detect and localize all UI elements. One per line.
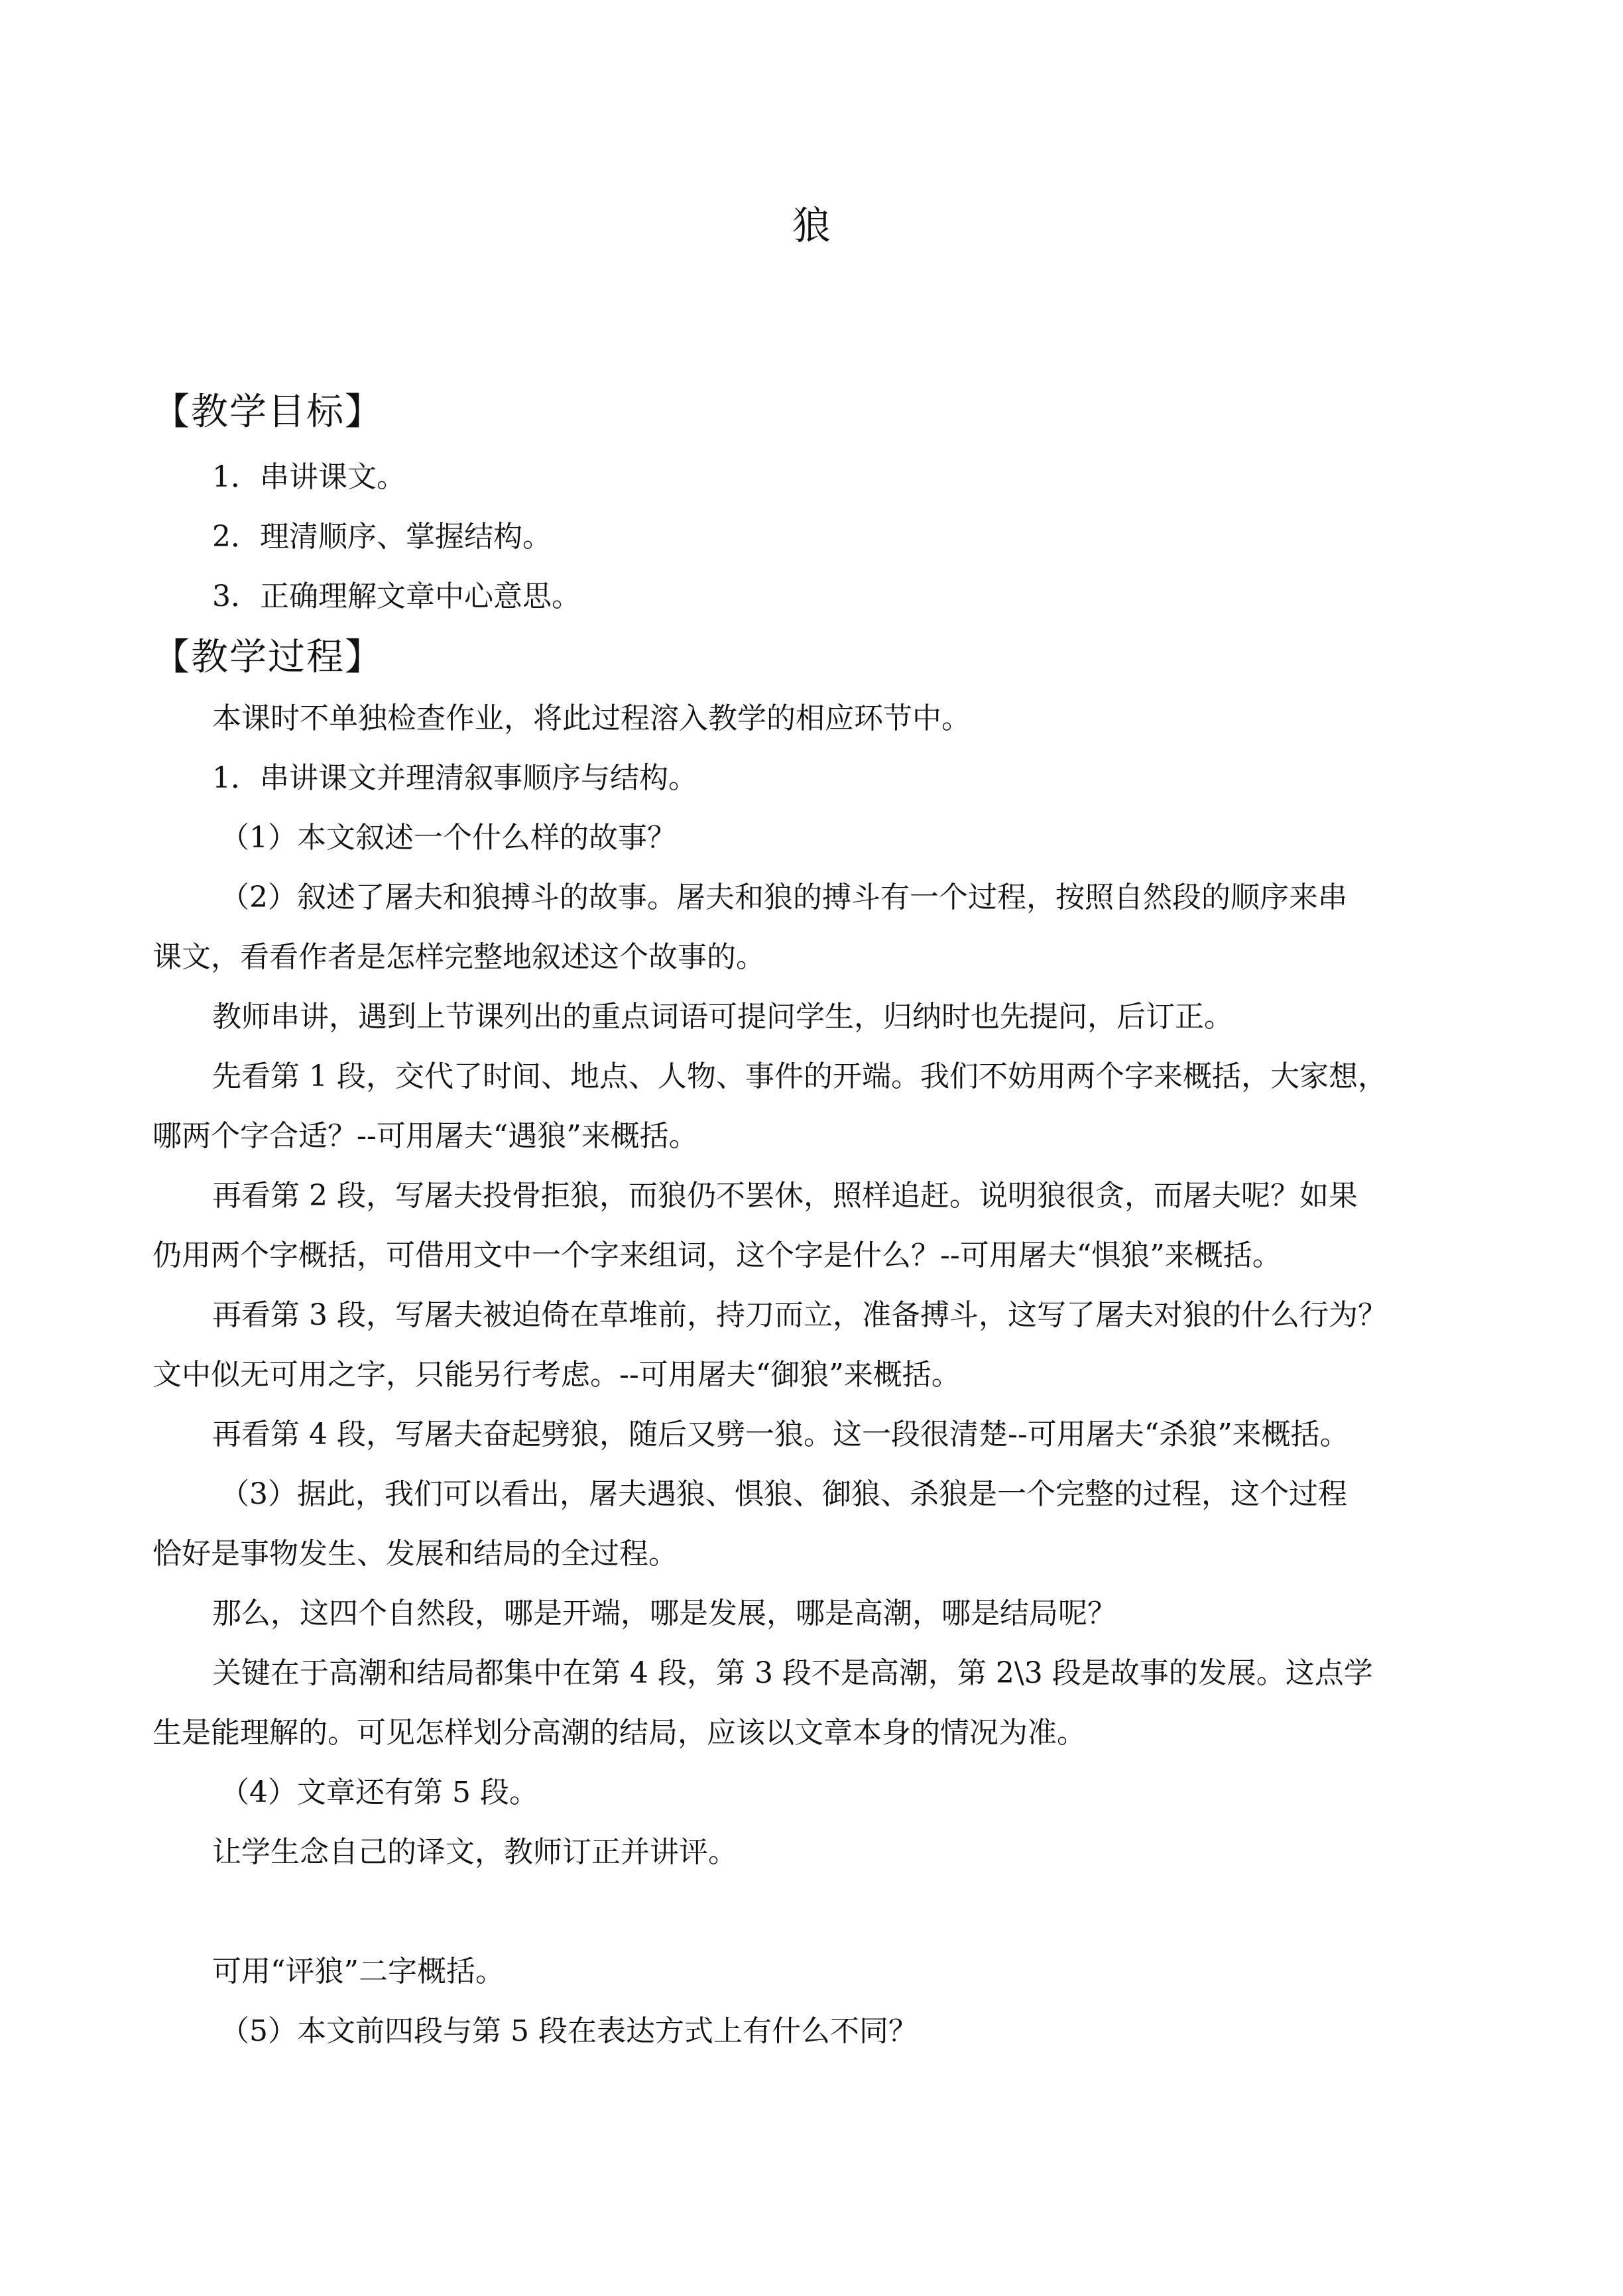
- paragraph-line: 那么，这四个自然段，哪是开端，哪是发展，哪是高潮，哪是结局呢？: [212, 1597, 1116, 1630]
- paragraph-line: 先看第 1 段，交代了时间、地点、人物、事件的开端。我们不妨用两个字来概括，大家想，: [212, 1059, 1387, 1093]
- document-title: 狼: [792, 203, 831, 248]
- section-heading-objectives: 【教学目标】: [152, 391, 383, 434]
- paragraph-line: 教师串讲，遇到上节课列出的重点词语可提问学生，归纳时也先提问，后订正。: [212, 1000, 1233, 1034]
- paragraph-line: 关键在于高潮和结局都集中在第 4 段，第 3 段不是高潮，第 2\3 段是故事的发展。这点学: [212, 1656, 1373, 1690]
- objective-item: 2．理清顺序、掌握结构。: [212, 520, 552, 554]
- paragraph-line: 仍用两个字概括，可借用文中一个字来组词，这个字是什么？--可用屠夫“惧狼”来概括。: [152, 1239, 1282, 1272]
- paragraph-line: 让学生念自己的译文，教师订正并讲评。: [212, 1835, 737, 1869]
- paragraph-line: （3）据此，我们可以看出，屠夫遇狼、惧狼、御狼、杀狼是一个完整的过程，这个过程: [220, 1477, 1347, 1511]
- paragraph-line: （1）本文叙述一个什么样的故事？: [220, 821, 676, 855]
- paragraph-line: 生是能理解的。可见怎样划分高潮的结局，应该以文章本身的情况为准。: [152, 1716, 1086, 1750]
- paragraph-line: 课文，看看作者是怎样完整地叙述这个故事的。: [152, 940, 765, 974]
- paragraph-line: （4）文章还有第 5 段。: [220, 1776, 538, 1809]
- paragraph-line: 1．串讲课文并理清叙事顺序与结构。: [212, 761, 697, 795]
- objective-item: 1．串讲课文。: [212, 460, 406, 494]
- paragraph-line: （5）本文前四段与第 5 段在表达方式上有什么不同？: [220, 2014, 918, 2048]
- paragraph-line: （2）叙述了屠夫和狼搏斗的故事。屠夫和狼的搏斗有一个过程，按照自然段的顺序来串: [220, 880, 1347, 914]
- paragraph-line: 再看第 3 段，写屠夫被迫倚在草堆前，持刀而立，准备搏斗，这写了屠夫对狼的什么行为？: [212, 1298, 1387, 1332]
- paragraph-line: 再看第 4 段，写屠夫奋起劈狼，随后又劈一狼。这一段很清楚--可用屠夫“杀狼”来概括。: [212, 1418, 1349, 1451]
- paragraph-line: 本课时不单独检查作业，将此过程溶入教学的相应环节中。: [212, 701, 971, 735]
- section-heading-process: 【教学过程】: [152, 636, 383, 679]
- objective-item: 3．正确理解文章中心意思。: [212, 579, 581, 613]
- paragraph-line: 文中似无可用之字，只能另行考虑。--可用屠夫“御狼”来概括。: [152, 1358, 961, 1392]
- paragraph-line: 可用“评狼”二字概括。: [212, 1955, 505, 1988]
- paragraph-line: 恰好是事物发生、发展和结局的全过程。: [152, 1537, 678, 1571]
- paragraph-line: 哪两个字合适？--可用屠夫“遇狼”来概括。: [152, 1119, 698, 1153]
- paragraph-line: 再看第 2 段，写屠夫投骨拒狼，而狼仍不罢休，照样追赶。说明狼很贪，而屠夫呢？如果: [212, 1179, 1358, 1213]
